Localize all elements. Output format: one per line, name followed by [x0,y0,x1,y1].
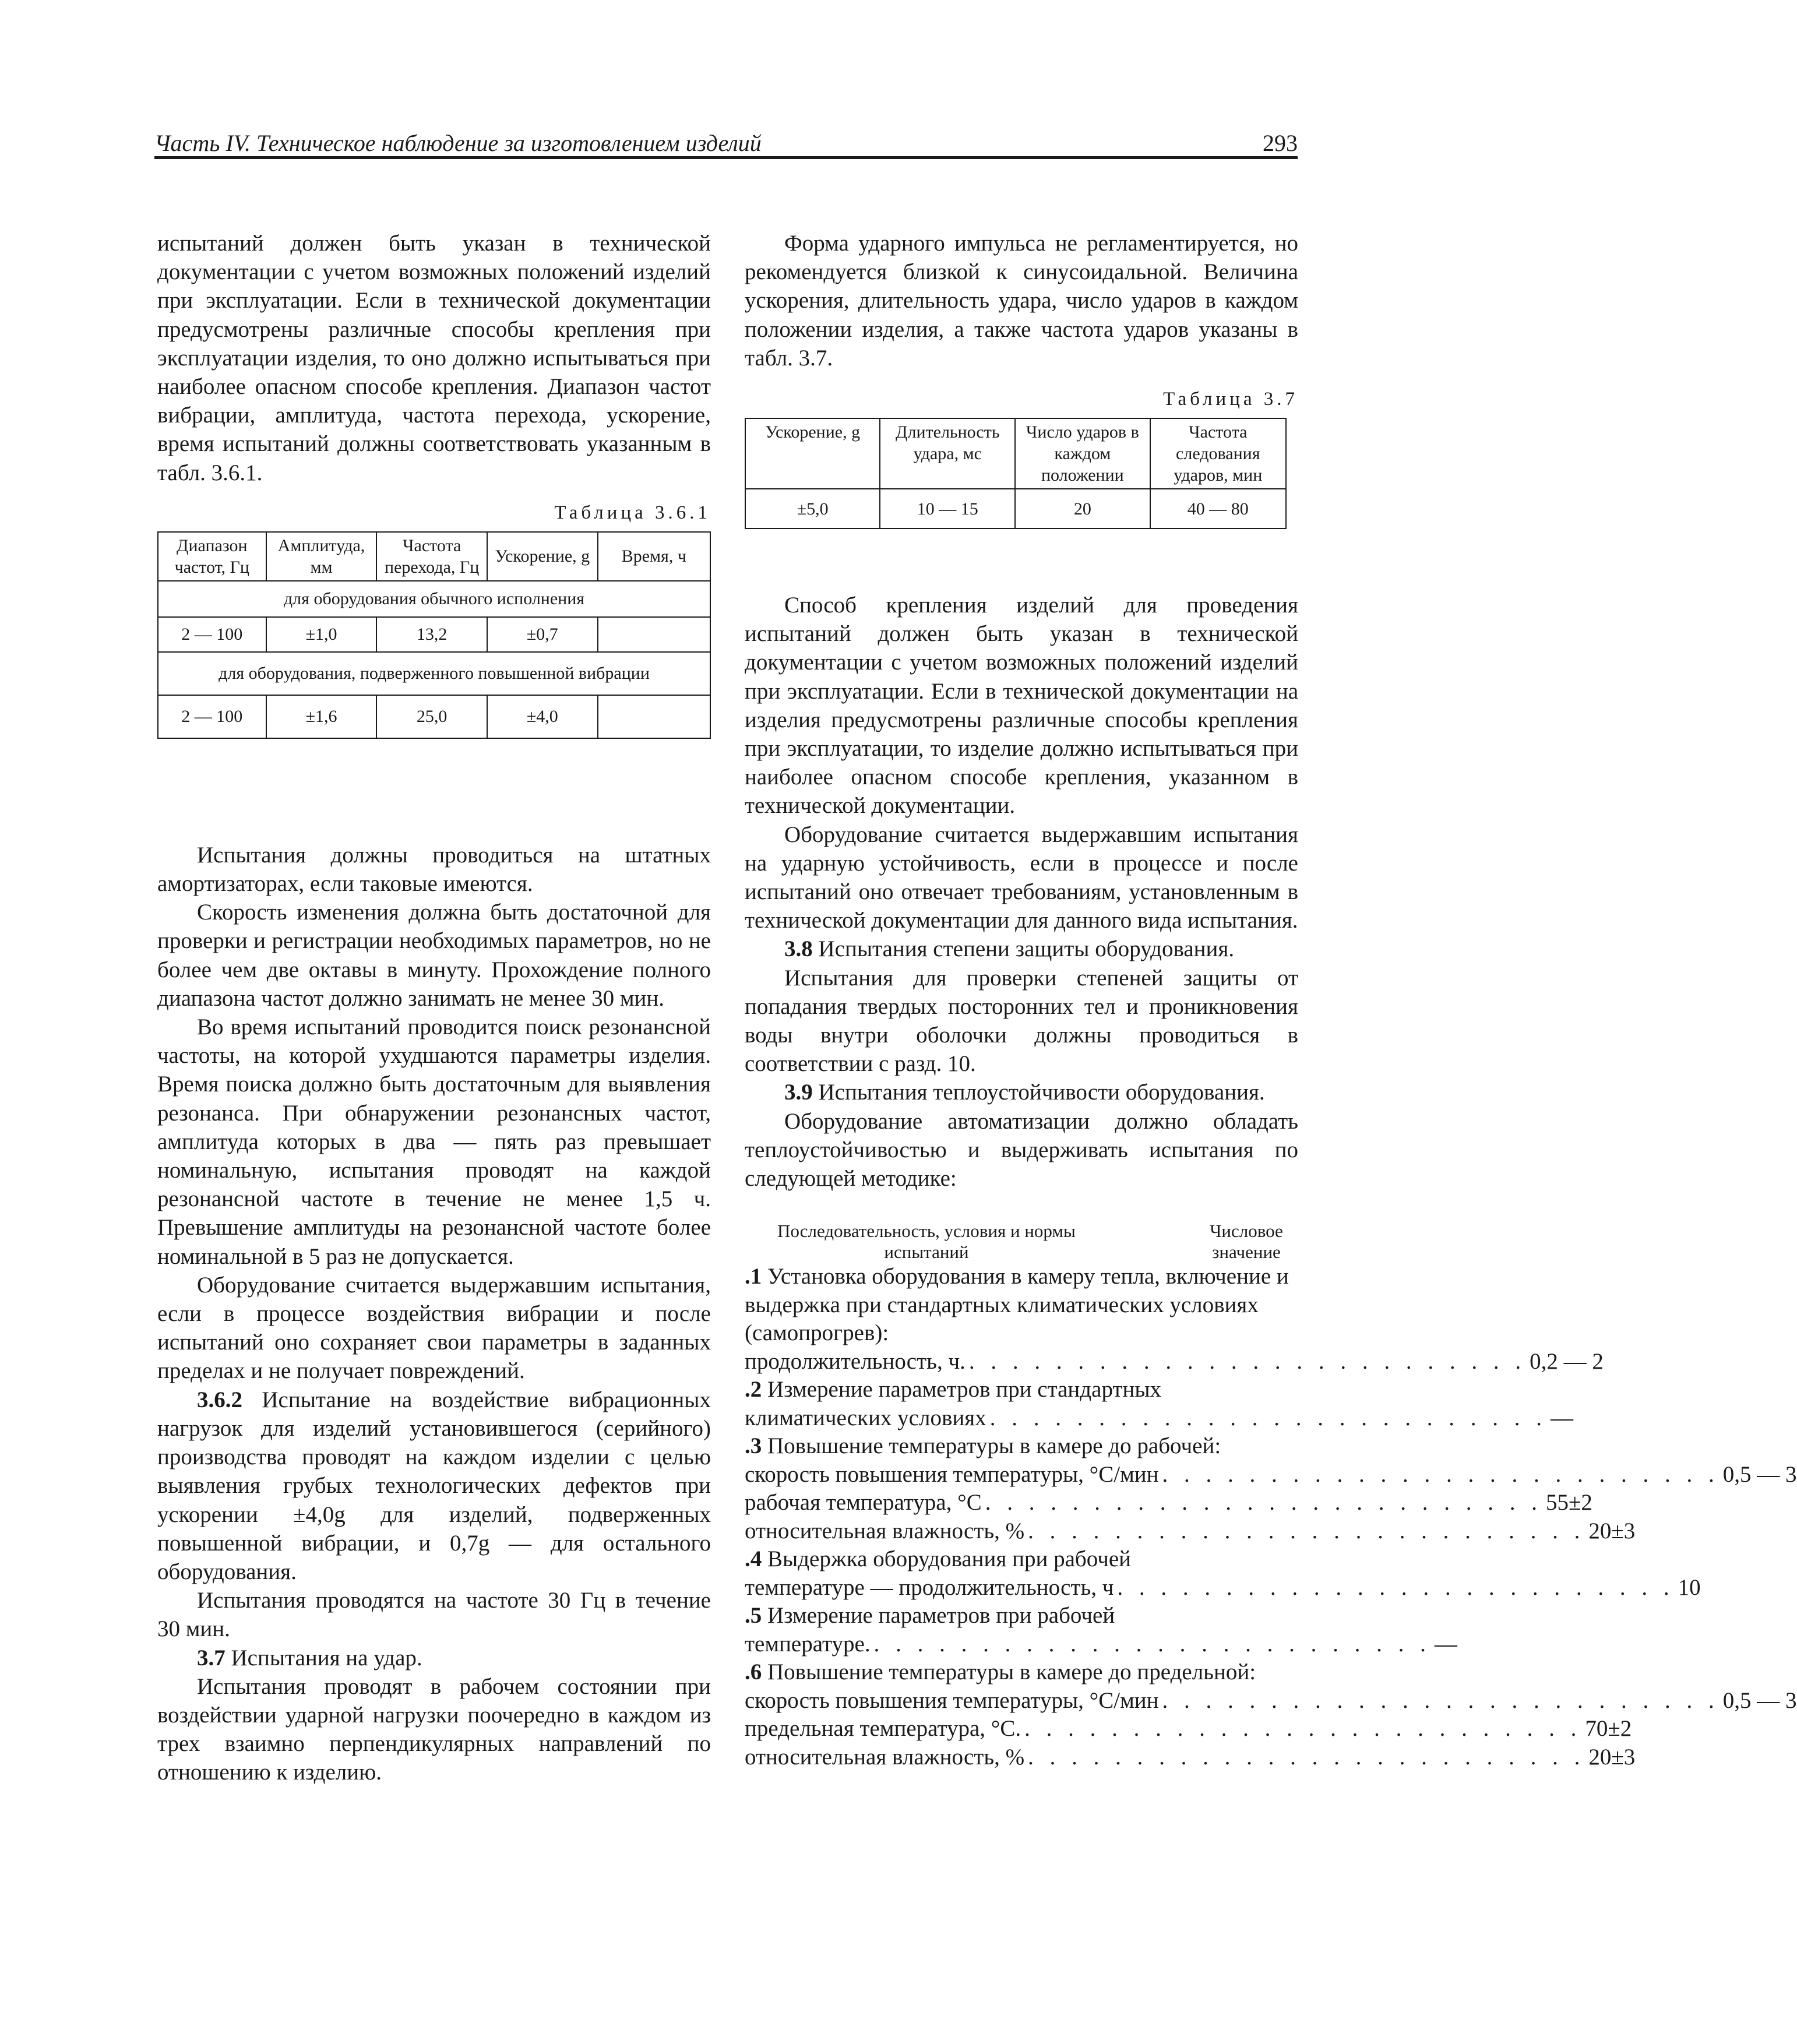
dot-leader: . . . . . . . . . . . . . . . . . . . . . . . . . . [873,1631,1431,1657]
shock-table [745,418,1287,529]
table-cell: 25,0 [376,695,487,738]
program-step [745,1432,1298,1461]
table-cell: 2 — 100 [158,617,266,652]
section-number: 3.6.2 [197,1387,242,1412]
step-text: Повышение температуры в камере до предельной: [762,1659,1256,1685]
program-line [745,1687,1797,1715]
line-value: 0,5 — 3 [1722,1461,1797,1487]
program-line [745,1461,1797,1489]
table-group-row [158,652,710,695]
table-caption: Таблица 3.6.1 [554,502,711,523]
table-header-row [745,418,1286,489]
section-number: 3.9 [784,1080,813,1105]
dot-leader: . . . . . . . . . . . . . . . . . . . . . . . . . . [1162,1687,1720,1713]
program-line [745,1743,1636,1772]
line-value: 20±3 [1588,1518,1636,1543]
table-cell: 2 — 100 [158,695,266,738]
table-cell: ±5,0 [745,489,880,528]
step-text: Измерение параметров при стандартных [762,1377,1162,1402]
section-heading [745,1078,1298,1106]
line-label: климатических условиях [745,1405,986,1430]
paragraph: Форма ударного импульса не регламентируется, но рекомендуется близкой к синусоидальной. Величина ускорения, длительность удара, число ударов в каждом положении изделия, а также частота ударов указаны в табл. 3.7. [745,231,1298,371]
section-paragraph [157,1386,711,1586]
step-number: .6 [745,1659,762,1685]
program-line [745,1630,1457,1659]
dot-leader: . . . . . . . . . . . . . . . . . . . . . . . . . . [968,1348,1527,1374]
table-caption: Таблица 3.7 [1163,389,1298,410]
table-cell: ±4,0 [487,695,598,738]
line-label: скорость повышения температуры, °С/мин [745,1687,1159,1713]
line-label: скорость повышения температуры, °С/мин [745,1461,1159,1487]
line-label: относительная влажность, % [745,1744,1025,1770]
paragraph: Испытания для проверки степеней защиты от попадания твердых посторонних тел и проникновения воды внутри оболочки должны проводиться в соответствии с разд. 10. [745,965,1298,1077]
paragraph: Испытания проводят в рабочем состоянии при воздействии ударной нагрузки поочередно в каждом из трех взаимно перпендикулярных направлений по отношению к изделию. [157,1673,711,1785]
line-value: 0,2 — 2 [1530,1348,1604,1374]
paragraph: Способ крепления изделий для проведения испытаний должен быть указан в технической документации с учетом возможных положений изделий при эксплуатации. Если в технической документации на изделия предусмотрены различные способы крепления при эксплуатации, то изделие должно испытываться при наиболее опасном способе крепления, указанном в технической документации. [745,593,1298,819]
program-step [745,1658,1298,1687]
table-row [745,489,1286,528]
table-cell [598,695,710,738]
table-header-cell: Число ударов в каждом положении [1015,418,1150,489]
line-value: 55±2 [1545,1490,1592,1516]
dot-leader: . . . . . . . . . . . . . . . . . . . . . . . . . . [989,1405,1547,1430]
vibration-table [157,531,711,739]
line-value: — [1550,1405,1573,1430]
line-label: температуре — продолжительность, ч [745,1574,1114,1600]
dot-leader: . . . . . . . . . . . . . . . . . . . . . . . . . . [985,1490,1542,1516]
table-header-cell: Амплитуда, мм [266,532,377,581]
step-number: .5 [745,1603,762,1629]
dot-leader: . . . . . . . . . . . . . . . . . . . . . . . . . . [1028,1744,1585,1770]
section-heading [157,1644,711,1672]
step-text: Установка оборудования в камеру тепла, включение и выдержка при стандартных климатических условиях (самопрогрев): [745,1264,1289,1346]
section-title: Испытания степени защиты оборудования. [812,936,1235,962]
line-value: 20±3 [1588,1744,1636,1770]
section-number: 3.7 [197,1645,225,1671]
paragraph: Оборудование считается выдержавшим испытания, если в процессе воздействия вибрации и после испытаний оно сохраняет свои параметры в заданных пределах и не получает повреждений. [157,1272,711,1384]
table-cell: 20 [1015,489,1150,528]
step-number: .1 [745,1264,762,1289]
table-cell: 10 — 15 [880,489,1015,528]
table-cell [598,617,710,652]
table-cell: ±1,6 [266,695,377,738]
paragraph: Во время испытаний проводится поиск резонансной частоты, на которой ухудшаются параметры изделия. Время поиска должно быть достаточным для выявления резонанса. При обнаружении резонансных частот, амплитуда которых в два — пять раз превышает номинальную, испытания проводят на каждой резонансной частоте в течение не менее 1,5 ч. Превышение амплитуды на резонансной частоте более номинальной в 5 раз не допускается. [157,1014,711,1269]
table-header-cell: Частота перехода, Гц [376,532,487,581]
program-line [745,1715,1632,1743]
program-header-right: Числовое значение [1210,1221,1283,1263]
program-step [745,1376,1298,1404]
line-label: относительная влажность, % [745,1518,1025,1543]
table-header-cell: Диапазон частот, Гц [158,532,266,581]
program-line [745,1574,1701,1602]
table-header-cell: Частота следования ударов, мин [1150,418,1286,489]
program-step [745,1545,1298,1574]
program-line [745,1348,1604,1376]
dot-leader: . . . . . . . . . . . . . . . . . . . . . . . . . . [1162,1461,1720,1487]
line-label: предельная температура, °С. [745,1716,1021,1742]
table-header-cell: Длительность удара, мс [880,418,1015,489]
program-step [745,1263,1298,1348]
paragraph: Испытания должны проводиться на штатных амортизаторах, если таковые имеются. [157,842,711,897]
step-number: .3 [745,1433,762,1459]
left-column [157,229,711,1787]
table-header-cell: Ускорение, g [487,532,598,581]
line-label: температуре. [745,1631,871,1657]
paragraph: Испытания проводятся на частоте 30 Гц в течение 30 мин. [157,1588,711,1642]
table-group-row [158,581,710,617]
table-row [158,695,710,738]
paragraph: Оборудование считается выдержавшим испытания на ударную устойчивость, если в процессе и после испытаний оно отвечает требованиям, установленным в технической документации для данного вида испытания. [745,822,1298,933]
section-number: 3.8 [784,936,813,962]
dot-leader: . . . . . . . . . . . . . . . . . . . . . . . . . . [1028,1518,1585,1543]
program-line [745,1489,1592,1517]
section-text: Испытание на воздействие вибрационных нагрузок для изделий установившегося (серийного) производства проводят на каждом изделии с целью выявления грубых технологических дефектов при ускорении ±4,0g для изделий, подверженных повышенной вибрации, и 0,7g — для остального оборудования. [157,1387,711,1584]
section-title: Испытания теплоустойчивости оборудования. [812,1080,1265,1105]
dot-leader: . . . . . . . . . . . . . . . . . . . . . . . . . . [1117,1574,1675,1600]
line-value: 70±2 [1585,1716,1632,1742]
table-cell: ±0,7 [487,617,598,652]
table-group-cell: для оборудования, подверженного повышенной вибрации [158,652,710,695]
paragraph: испытаний должен быть указан в технической документации с учетом возможных положений изделий при эксплуатации. Если в технической документации предусмотрены различные способы крепления при эксплуатации изделия, то оно должно испытываться при наиболее опасном способе крепления. Диапазон частот вибрации, амплитуда, частота перехода, ускорение, время испытаний должны соответствовать указанным в табл. 3.6.1. [157,231,711,485]
step-number: .4 [745,1546,762,1572]
line-label: продолжительность, ч. [745,1348,966,1374]
line-value: 10 [1678,1574,1701,1600]
table-cell: 40 — 80 [1150,489,1286,528]
table-cell: 13,2 [376,617,487,652]
table-header-cell: Ускорение, g [745,418,880,489]
program-header [745,1221,1298,1263]
table-cell: ±1,0 [266,617,377,652]
line-value: — [1434,1631,1457,1657]
step-text: Измерение параметров при рабочей [762,1603,1115,1629]
page-number: 293 [1263,130,1298,156]
header-rule [154,156,1298,159]
program-step [745,1602,1298,1630]
table-header-row [158,532,710,581]
step-number: .2 [745,1377,762,1402]
step-text: Повышение температуры в камере до рабочей: [762,1433,1221,1459]
program-line [745,1404,1573,1433]
program-line [745,1517,1636,1546]
step-text: Выдержка оборудования при рабочей [762,1546,1132,1572]
program-header-left: Последовательность, условия и нормы испытаний [777,1221,1076,1263]
table-row [158,617,710,652]
section-heading [745,935,1298,963]
paragraph: Скорость изменения должна быть достаточной для проверки и регистрации необходимых параметров, но не более чем две октавы в минуту. Прохождение полного диапазона частот должно занимать не менее 30 мин. [157,900,711,1011]
paragraph: Оборудование автоматизации должно обладать теплоустойчивостью и выдерживать испытания по следующей методике: [745,1108,1298,1192]
dot-leader: . . . . . . . . . . . . . . . . . . . . . . . . . . [1024,1716,1582,1742]
right-column [745,229,1797,1771]
line-value: 0,5 — 3 [1722,1687,1797,1713]
line-label: рабочая температура, °С [745,1490,982,1516]
table-header-cell: Время, ч [598,532,710,581]
table-group-cell: для оборудования обычного исполнения [158,581,710,617]
running-header-title: Часть IV. Техническое наблюдение за изготовлением изделий [154,130,762,156]
section-title: Испытания на удар. [225,1645,422,1671]
